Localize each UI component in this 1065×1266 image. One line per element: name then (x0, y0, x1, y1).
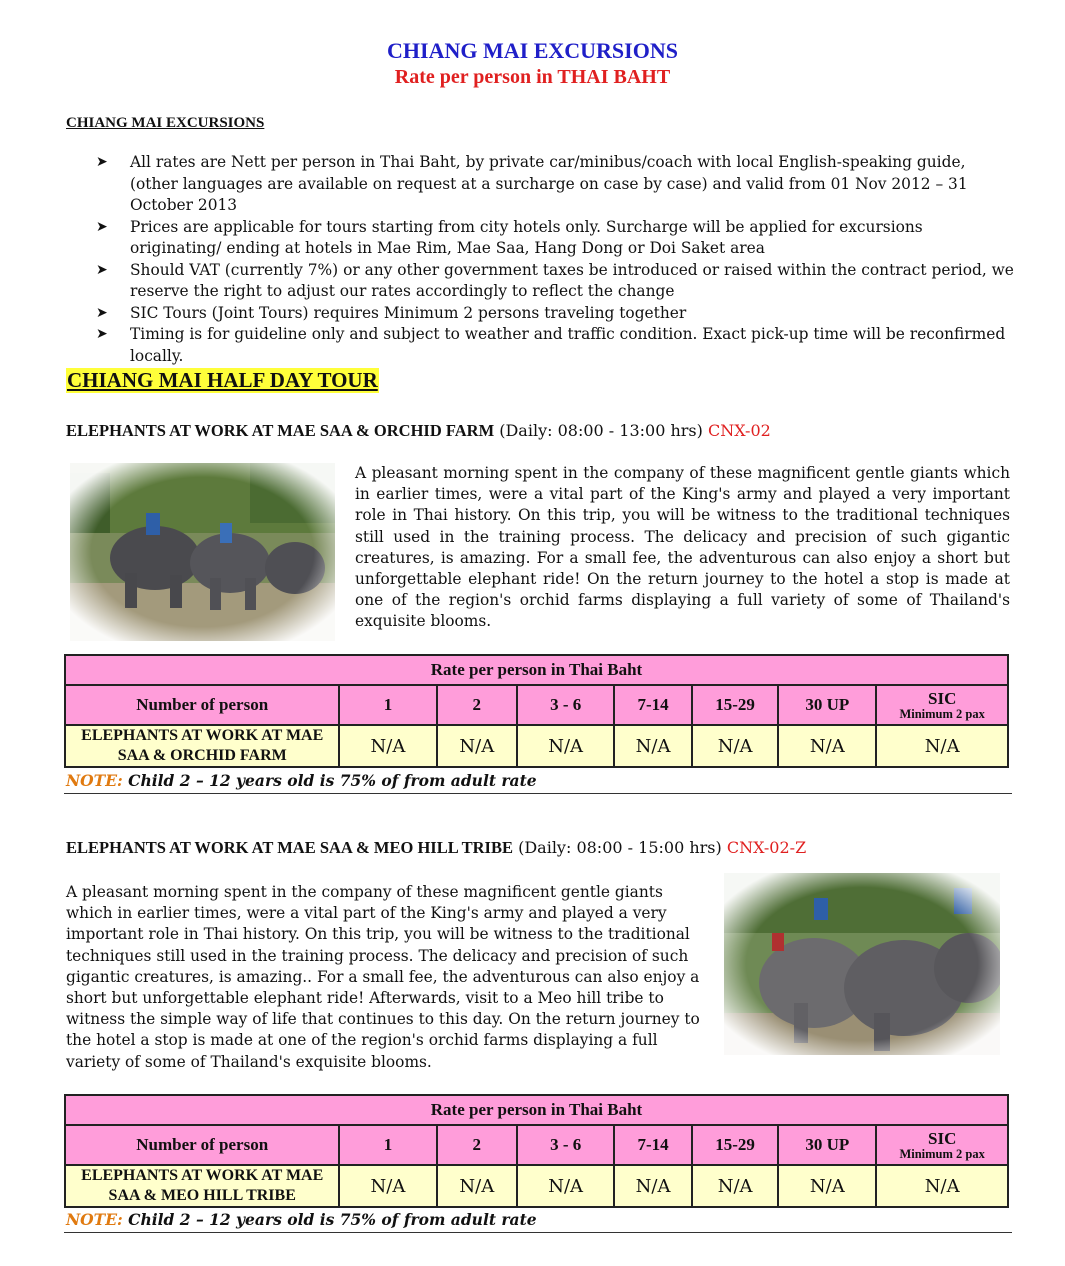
table-row (65, 725, 1008, 767)
rate-cell: N/A (517, 725, 614, 767)
child-rate-note: NOTE: Child 2 – 12 years old is 75% of from adult rate (66, 771, 537, 790)
rate-cell: N/A (437, 1165, 518, 1207)
column-header: 7-14 (614, 1125, 692, 1165)
column-header: 2 (437, 1125, 518, 1165)
column-header: 30 UP (778, 685, 876, 725)
column-header: 1 (339, 685, 436, 725)
rate-cell: N/A (517, 1165, 614, 1207)
rate-table (64, 1094, 1009, 1208)
rate-table-caption: Rate per person in Thai Baht (65, 655, 1008, 685)
tour-name: ELEPHANTS AT WORK AT MAE SAA & ORCHID FARM (66, 421, 495, 440)
row-label: ELEPHANTS AT WORK AT MAE SAA & ORCHID FARM (65, 725, 339, 767)
half-day-heading: CHIANG MAI HALF DAY TOUR (67, 368, 378, 392)
column-header: 15-29 (692, 1125, 778, 1165)
page-subtitle: Rate per person in THAI BAHT (394, 66, 671, 88)
tour-description: A pleasant morning spent in the company of these magnificent gentle giants which in earlier times, were a vital part of the King's army and played a very important role in Thai history. On this trip, you will be witness to the traditional techniques still used in the training process. The delicacy and precision of such gigantic creatures, is amazing. For a small fee, the adventurous can also enjoy a short but unforgettable elephant ride! On the return journey to the hotel a stop is made at one of the region's orchid farms displaying a full variety of some of Thailand's exquisite blooms. (355, 464, 1010, 631)
tour-schedule: (Daily: 08:00 - 13:00 hrs) (494, 421, 708, 440)
child-rate-note: NOTE: Child 2 – 12 years old is 75% of from adult rate (66, 1210, 537, 1229)
row-label: ELEPHANTS AT WORK AT MAE SAA & MEO HILL TRIBE (65, 1165, 339, 1207)
column-header-sic: SIC Minimum 2 pax (876, 685, 1008, 725)
rate-cell: N/A (692, 725, 778, 767)
column-header: 1 (339, 1125, 436, 1165)
arrow-bullet-icon: ➤ (96, 218, 108, 235)
elephant-photo (70, 463, 335, 641)
list-item: ➤ All rates are Nett per person in Thai Baht, by private car/minibus/coach with local English-speaking guide, (other languages are available on request at a surcharge on case by case) and valid from 01 Nov 2012 – 31 October 2013 (96, 153, 968, 214)
list-item: ➤ SIC Tours (Joint Tours) requires Minimum 2 persons traveling together (96, 303, 1016, 325)
page-title: CHIANG MAI EXCURSIONS (387, 38, 678, 63)
column-header: Number of person (65, 685, 339, 725)
terms-list (96, 152, 1016, 367)
tour-name: ELEPHANTS AT WORK AT MAE SAA & MEO HILL TRIBE (66, 838, 513, 857)
rate-cell: N/A (876, 1165, 1008, 1207)
rate-cell: N/A (614, 1165, 692, 1207)
tour-title (66, 421, 771, 441)
rate-cell: N/A (614, 725, 692, 767)
tour-schedule: (Daily: 08:00 - 15:00 hrs) (513, 838, 727, 857)
column-header: 15-29 (692, 685, 778, 725)
divider (64, 793, 1012, 794)
column-header-sic: SIC Minimum 2 pax (876, 1125, 1008, 1165)
column-header: 2 (437, 685, 518, 725)
list-item: ➤ Prices are applicable for tours starting from city hotels only. Surcharge will be applied for excursions originating/ ending at hotels in Mae Rim, Mae Saa, Hang Dong or Doi Saket area (96, 217, 923, 257)
rate-cell: N/A (876, 725, 1008, 767)
column-header: 3 - 6 (517, 1125, 614, 1165)
list-item: ➤ Timing is for guideline only and subject to weather and traffic condition. Exact pick-up time will be reconfirmed locally. (96, 325, 1006, 365)
column-header: 3 - 6 (517, 685, 614, 725)
rate-cell: N/A (339, 725, 436, 767)
list-item: ➤ Should VAT (currently 7%) or any other government taxes be introduced or raised within the contract period, we reserve the right to adjust our rates accordingly to reflect the change (96, 260, 1014, 300)
rate-table (64, 654, 1009, 768)
tour-title (66, 838, 806, 858)
tour-code: CNX-02 (707, 421, 771, 440)
rate-table-caption: Rate per person in Thai Baht (65, 1095, 1008, 1125)
rate-cell: N/A (778, 1165, 876, 1207)
column-header: 7-14 (614, 685, 692, 725)
section-heading: CHIANG MAI EXCURSIONS (66, 115, 265, 131)
arrow-bullet-icon: ➤ (96, 154, 108, 170)
elephant-photo (724, 873, 1000, 1055)
rate-cell: N/A (339, 1165, 436, 1207)
rate-cell: N/A (692, 1165, 778, 1207)
column-header: Number of person (65, 1125, 339, 1165)
tour-description: A pleasant morning spent in the company of these magnificent gentle giants which in earlier times, were a vital part of the King's army and played a very important role in Thai history. On this trip, you will be witness to the traditional techniques still used in the training process. The delicacy and precision of such gigantic creatures, is amazing.. For a small fee, the adventurous can also enjoy a short but unforgettable elephant ride! Afterwards, visit to a Meo hill tribe to witness the simple way of life that continues to this day. On the return journey to the hotel a stop is made at one of the region's orchid farms displaying a full variety of some of Thailand's exquisite blooms. (66, 883, 700, 1071)
column-header: 30 UP (778, 1125, 876, 1165)
tour-code: CNX-02-Z (726, 838, 807, 857)
divider (64, 1232, 1012, 1233)
arrow-bullet-icon: ➤ (96, 304, 108, 321)
arrow-bullet-icon: ➤ (96, 326, 108, 342)
table-row (65, 1165, 1008, 1207)
arrow-bullet-icon: ➤ (96, 261, 108, 278)
rate-cell: N/A (778, 725, 876, 767)
rate-cell: N/A (437, 725, 518, 767)
